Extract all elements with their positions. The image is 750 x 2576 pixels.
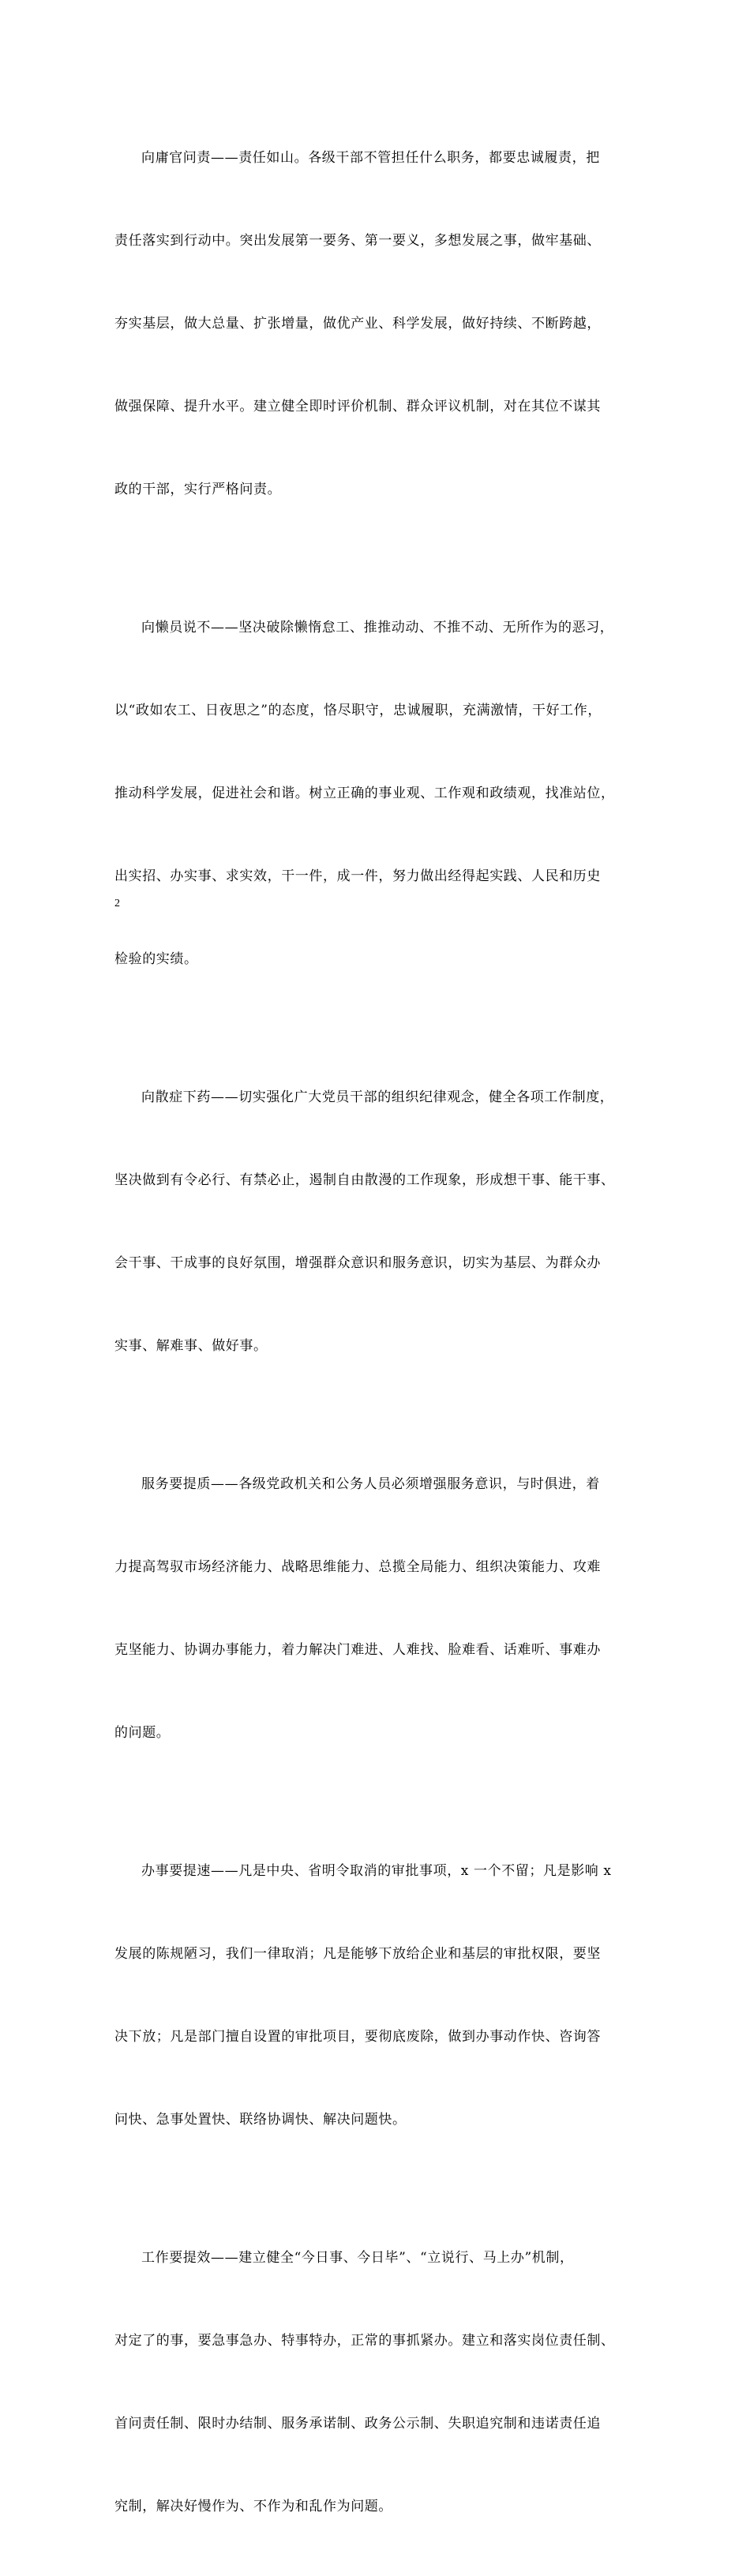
text-line: 向庸官问责——责任如山。各级干部不管担任什么职务，都要忠诚履责，把 <box>141 150 600 166</box>
paragraph-5 <box>114 1802 636 2189</box>
page-number: 2 <box>114 898 120 909</box>
text-line: 做强保障、提升水平。建立健全即时评价机制、群众评议机制，对在其位不谋其 <box>114 399 601 414</box>
text-line: 推动科学发展，促进社会和谐。树立正确的事业观、工作观和政绩观，找准站位， <box>114 786 615 801</box>
text-line: 出实招、办实事、求实效，干一件，成一件，努力做出经得起实践、人民和历史 <box>114 868 601 884</box>
text-line: 向散症下药——切实强化广大党员干部的组织纪律观念，健全各项工作制度， <box>141 1089 614 1105</box>
text-line: 向懒员说不——坚决破除懒惰怠工、推推动动、不推不动、无所作为的恶习， <box>141 620 614 636</box>
text-line: 政的干部，实行严格问责。 <box>114 482 282 497</box>
text-line: 实事、解难事、做好事。 <box>114 1338 268 1354</box>
text-line: 发展的陈规陋习，我们一律取消；凡是能够下放给企业和基层的审批权限，要坚 <box>114 1946 601 1962</box>
text-line: 对定了的事，要急事急办、特事特办，正常的事抓紧办。建立和落实岗位责任制、 <box>114 2333 615 2349</box>
text-line: 决下放；凡是部门擅自设置的审批项目，要彻底废除，做到办事动作快、咨询答 <box>114 2029 601 2045</box>
paragraph-3 <box>114 1029 636 1415</box>
paragraph-4 <box>114 1415 636 1802</box>
text-line: 问快、急事处置快、联络协调快、解决问题快。 <box>114 2112 407 2128</box>
text-line: 以“政如农工、日夜思之”的态度，恪尽职守，忠诚履职，充满激情，干好工作， <box>114 703 602 718</box>
text-line: 夯实基层，做大总量、扩张增量，做优产业、科学发展，做好持续、不断跨越， <box>114 316 601 332</box>
text-line: 责任落实到行动中。突出发展第一要务、第一要义，多想发展之事，做牢基础、 <box>114 233 601 249</box>
text-line: 力提高驾驭市场经济能力、战略思维能力、总揽全局能力、组织决策能力、攻难 <box>114 1559 601 1575</box>
text-line: 办事要提速——凡是中央、省明令取消的审批事项，x 一个不留；凡是影响 x <box>141 1863 612 1879</box>
paragraph-1 <box>114 89 636 559</box>
document-body <box>114 89 636 2576</box>
text-line: 克坚能力、协调办事能力，着力解决门难进、人难找、脸难看、话难听、事难办 <box>114 1642 601 1658</box>
text-line: 坚决做到有令必行、有禁必止，遏制自由散漫的工作现象，形成想干事、能干事、 <box>114 1172 615 1188</box>
text-line: 服务要提质——各级党政机关和公务人员必须增强服务意识，与时俱进，着 <box>141 1476 600 1492</box>
text-line: 首问责任制、限时办结制、服务承诺制、政务公示制、失职追究制和违诺责任追 <box>114 2416 601 2432</box>
paragraph-6 <box>114 2189 636 2576</box>
text-line: 究制，解决好慢作为、不作为和乱作为问题。 <box>114 2499 392 2514</box>
text-line: 检验的实绩。 <box>114 951 198 967</box>
paragraph-2 <box>114 559 636 1029</box>
text-line: 的问题。 <box>114 1725 171 1741</box>
text-line: 工作要提效——建立健全“今日事、今日毕”、“立说行、马上办”机制， <box>141 2250 574 2266</box>
text-line: 会干事、干成事的良好氛围，增强群众意识和服务意识，切实为基层、为群众办 <box>114 1255 601 1271</box>
